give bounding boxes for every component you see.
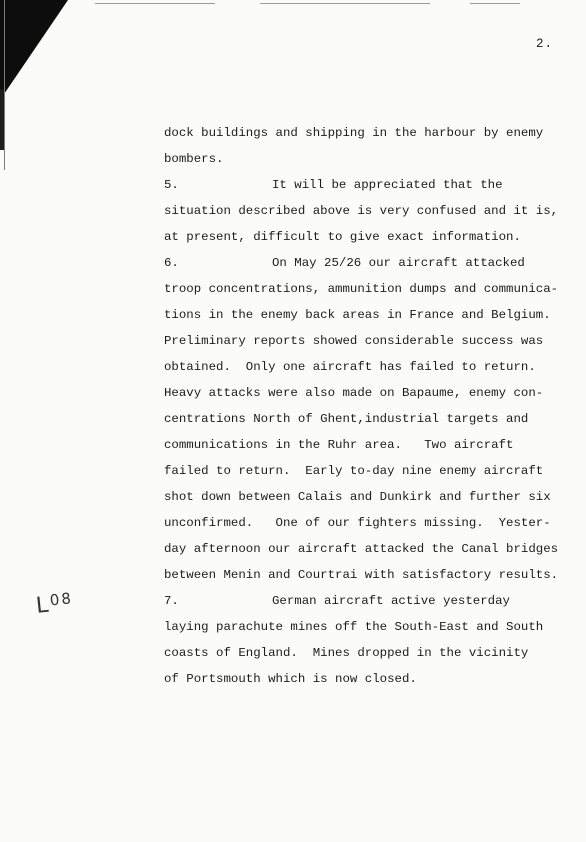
line-text: tions in the enemy back areas in France and Belgium. (164, 308, 551, 322)
scan-top-rule (470, 3, 520, 4)
line-text: It will be appreciated that the (272, 178, 503, 192)
text-line (164, 458, 564, 484)
text-line (164, 562, 564, 588)
line-text: Heavy attacks were also made on Bapaume, enemy con- (164, 386, 544, 400)
line-text: shot down between Calais and Dunkirk and further six (164, 490, 551, 504)
line-text: situation described above is very confused and it is, (164, 204, 559, 218)
text-line (164, 120, 564, 146)
handwritten-margin-note (35, 590, 75, 619)
line-text: unconfirmed. One of our fighters missing. Yester- (164, 516, 551, 530)
document-body (164, 120, 564, 692)
line-text: German aircraft active yesterday (272, 594, 510, 608)
paragraph-number: 6. (164, 256, 179, 270)
text-line (164, 354, 564, 380)
line-text: dock buildings and shipping in the harbour by enemy (164, 126, 544, 140)
text-line (164, 510, 564, 536)
line-text: Preliminary reports showed considerable success was (164, 334, 544, 348)
line-text: of Portsmouth which is now closed. (164, 672, 417, 686)
text-line (164, 224, 564, 250)
line-text: centrations North of Ghent,industrial targets and (164, 412, 529, 426)
page-number: 2. (536, 37, 554, 51)
line-text: obtained. Only one aircraft has failed to return. (164, 360, 536, 374)
text-line (164, 328, 564, 354)
line-text: between Menin and Courtrai with satisfactory results. (164, 568, 559, 582)
scan-corner-shadow (0, 0, 68, 100)
paragraph-number: 7. (164, 594, 179, 608)
text-line (164, 666, 564, 692)
line-text: laying parachute mines off the South-East and South (164, 620, 544, 634)
line-text: bombers. (164, 152, 224, 166)
text-line (164, 198, 564, 224)
scan-top-rule (95, 3, 215, 4)
text-line (164, 302, 564, 328)
text-line (164, 614, 564, 640)
text-line (164, 640, 564, 666)
line-text: coasts of England. Mines dropped in the vicinity (164, 646, 529, 660)
line-text: troop concentrations, ammunition dumps and communica- (164, 282, 559, 296)
margin-note-suffix: 08 (48, 589, 74, 610)
text-line (164, 432, 564, 458)
text-line (164, 536, 564, 562)
text-line (164, 484, 564, 510)
text-line (164, 276, 564, 302)
margin-note-letter: L (34, 592, 52, 619)
line-text: On May 25/26 our aircraft attacked (272, 256, 525, 270)
scan-top-rule (260, 3, 430, 4)
paragraph-start-line (164, 250, 564, 276)
line-text: communications in the Ruhr area. Two aircraft (164, 438, 514, 452)
paragraph-number: 5. (164, 178, 179, 192)
text-line (164, 380, 564, 406)
paragraph-start-line (164, 172, 564, 198)
line-text: at present, difficult to give exact information. (164, 230, 521, 244)
text-line (164, 406, 564, 432)
line-text: day afternoon our aircraft attacked the Canal bridges (164, 542, 559, 556)
line-text: failed to return. Early to-day nine enemy aircraft (164, 464, 544, 478)
paragraph-start-line (164, 588, 564, 614)
text-line (164, 146, 564, 172)
scan-edge-line (4, 0, 5, 170)
